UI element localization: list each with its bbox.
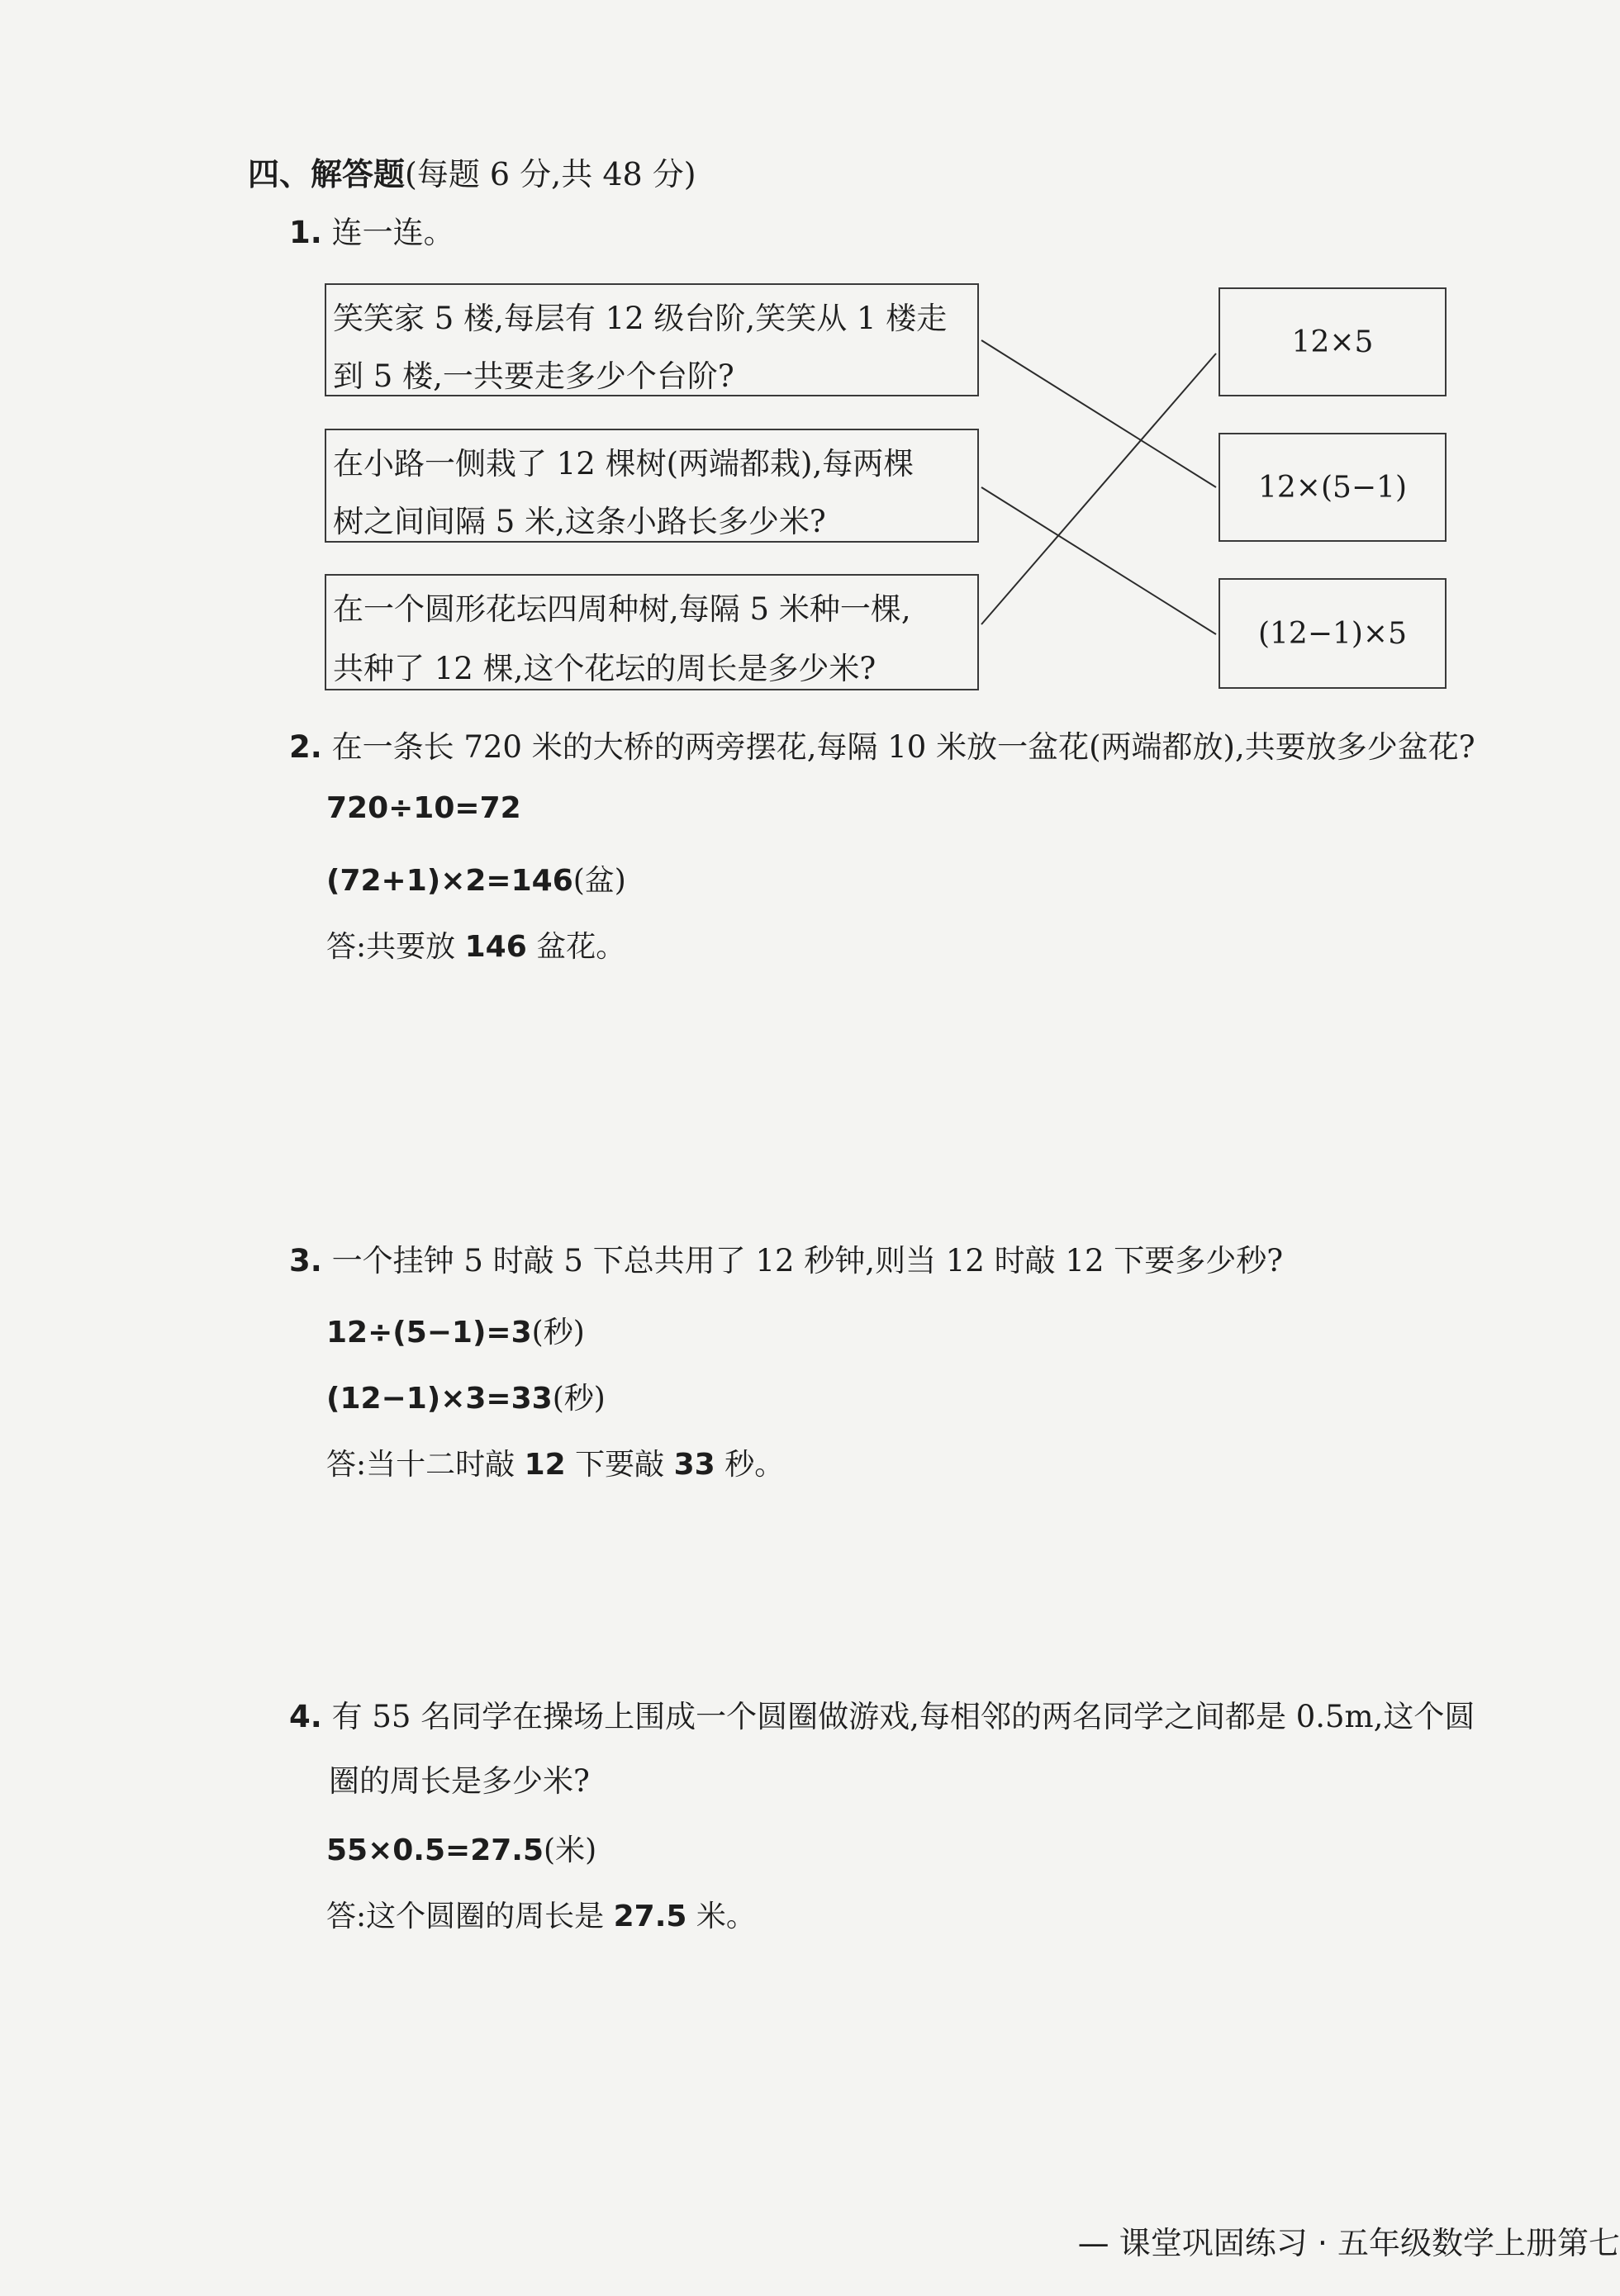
question-text: 在一条长 720 米的大桥的两旁摆花,每隔 10 米放一盆花(两端都放),共要放多少盆花? xyxy=(331,729,1475,765)
calc-line xyxy=(326,1827,596,1869)
answer-text: 盆花。 xyxy=(536,930,626,964)
answer-text: 下要敲 xyxy=(575,1448,665,1482)
left-box-line: 在小路一侧栽了 12 棵树(两端都栽),每两棵 xyxy=(333,446,915,481)
question-text-cont: 圈的周长是多少米? xyxy=(329,1763,590,1799)
question-text: 一个挂钟 5 时敲 5 下总共用了 12 秒钟,则当 12 时敲 12 下要多少秒? xyxy=(331,1243,1284,1278)
calc-line: 720÷10=72 xyxy=(326,791,521,825)
question-4 xyxy=(289,1685,1475,1749)
section-note: (每题 6 分,共 48 分) xyxy=(405,156,696,192)
calc-unit: (秒) xyxy=(531,1316,585,1350)
right-box-text: 12×(5−1) xyxy=(1257,470,1408,505)
right-box-text: 12×5 xyxy=(1291,325,1374,359)
answer-value: 146 xyxy=(464,930,527,964)
answer-text: 答:共要放 xyxy=(326,930,456,964)
calc-unit: (米) xyxy=(544,1833,597,1867)
answer-value: 33 xyxy=(673,1448,715,1482)
answer-line xyxy=(326,1441,784,1483)
answer-text: 答:当十二时敲 xyxy=(326,1448,515,1482)
answer-text: 秒。 xyxy=(724,1448,785,1482)
calc-unit: (盆) xyxy=(572,864,626,898)
connector-line xyxy=(981,353,1216,624)
calc-expression: (72+1)×2=146 xyxy=(326,864,573,898)
left-box-line: 共种了 12 棵,这个花坛的周长是多少米? xyxy=(333,651,877,686)
question-number: 1. xyxy=(289,215,322,250)
calc-line xyxy=(326,857,626,899)
calc-line xyxy=(326,1309,585,1351)
calc-line xyxy=(326,1375,606,1417)
question-text: 连一连。 xyxy=(331,215,454,250)
question-3 xyxy=(289,1229,1283,1293)
left-box-line: 树之间间隔 5 米,这条小路长多少米? xyxy=(333,504,826,539)
left-box-line: 到 5 楼,一共要走多少个台阶? xyxy=(333,358,734,394)
connector-line xyxy=(981,487,1216,634)
question-number: 2. xyxy=(289,729,322,765)
question-number: 3. xyxy=(289,1243,322,1278)
question-2 xyxy=(289,715,1475,780)
question-text: 有 55 名同学在操场上围成一个圆圈做游戏,每相邻的两名同学之间都是 0.5m,这个圆 xyxy=(331,1699,1475,1734)
connector-line xyxy=(981,340,1216,487)
answer-text: 答:这个圆圈的周长是 xyxy=(326,1900,605,1933)
right-box-text: (12−1)×5 xyxy=(1257,616,1408,651)
left-box-line: 在一个圆形花坛四周种树,每隔 5 米种一棵, xyxy=(333,591,911,627)
answer-value: 27.5 xyxy=(613,1900,687,1933)
calc-expression: (12−1)×3=33 xyxy=(326,1382,553,1416)
calc-unit: (秒) xyxy=(552,1382,606,1416)
connection-lines xyxy=(0,0,1620,743)
calc-expression: 12÷(5−1)=3 xyxy=(326,1316,532,1350)
calc-expression: 55×0.5=27.5 xyxy=(326,1833,544,1867)
answer-line xyxy=(326,1893,756,1935)
section-title-text: 四、解答题 xyxy=(248,156,406,192)
question-number: 4. xyxy=(289,1699,322,1734)
answer-line xyxy=(326,923,625,965)
left-box-line: 笑笑家 5 楼,每层有 12 级台阶,笑笑从 1 楼走 xyxy=(333,301,948,336)
answer-value: 12 xyxy=(524,1448,566,1482)
page-footer: — 课堂巩固练习 · 五年级数学上册第七 xyxy=(1077,2225,1620,2261)
answer-text: 米。 xyxy=(696,1900,756,1933)
